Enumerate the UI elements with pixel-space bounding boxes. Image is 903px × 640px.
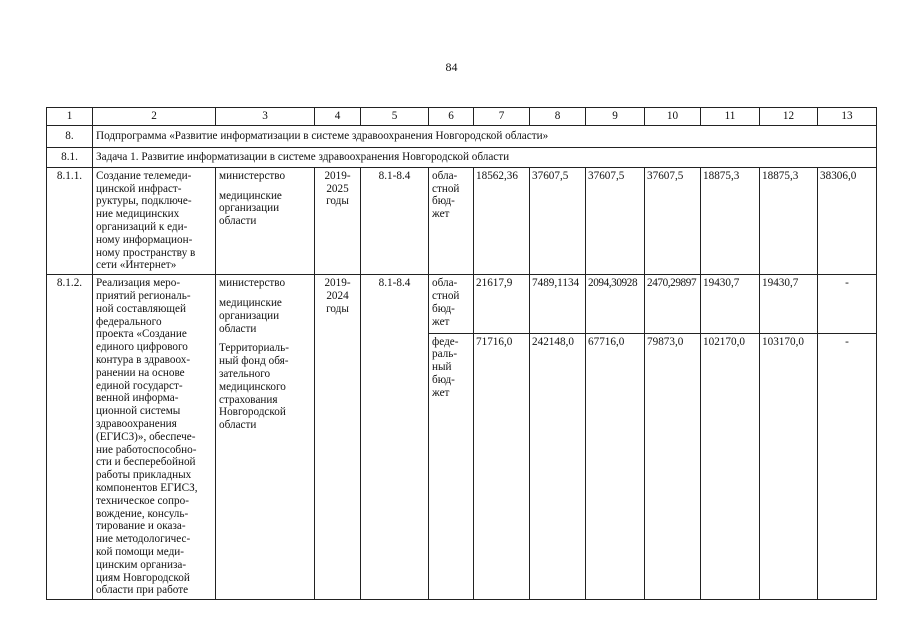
text-line: сти и бесперебойной [96,456,196,469]
executor-line: области [219,215,257,228]
funding-source [429,333,474,599]
source-line: стной [432,182,460,195]
executor-line: организации [219,309,280,322]
header-cell: 4 [315,108,361,126]
text-line: кой помощи меди- [96,545,184,558]
executor-line: зательного [219,367,271,380]
text-line: организаций к еди- [96,220,188,233]
years-line: 2025 [326,182,349,195]
source-line: бюд- [432,195,455,208]
executor-line: ный фонд обя- [219,355,289,368]
text-line: техническое сопро- [96,494,189,507]
header-cell: 5 [361,108,429,126]
subprogram-title: Подпрограмма «Развитие информатизации в системе здравоохранения Новгородской области» [93,125,877,147]
header-cell: 13 [818,108,877,126]
row-number: 8.1. [47,147,93,167]
subprogram-row [47,125,877,147]
years-line: годы [326,195,349,208]
source-line: жет [432,208,450,221]
source-line: стной [432,289,460,302]
text-line: компонентов ЕГИСЗ, [96,481,198,494]
value-cell: 21617,9 [474,275,530,334]
text-line: ному пространству в [96,246,196,259]
executor-line: организации [219,202,280,215]
executor-line: области [219,419,257,432]
executor-line: области [219,322,257,335]
row-number: 8. [47,125,93,147]
source-line: бюд- [432,374,455,387]
table-row [47,167,877,274]
text-line: ционной системы [96,405,181,418]
value-cell: 38306,0 [818,167,877,274]
executor-line: медицинские [219,296,282,309]
text-line: области при работе [96,584,189,597]
years-line: 2019- [324,169,351,182]
text-line: венной информа- [96,392,179,405]
text-line: сети «Интернет» [96,259,177,272]
row-number: 8.1.1. [47,167,93,274]
value-cell: 7489,1134 [530,275,586,334]
executor-line: министерство [219,277,286,290]
text-line: приятий региональ- [96,289,191,302]
header-cell: 12 [760,108,818,126]
value-cell: 102170,0 [701,333,760,599]
source-line: жет [432,386,450,399]
text-line: цинским организа- [96,558,187,571]
value-cell: 19430,7 [760,275,818,334]
value-cell: 67716,0 [586,333,645,599]
executor-line: медицинские [219,189,282,202]
text-line: контура в здравоох- [96,353,191,366]
indicators: 8.1-8.4 [361,275,429,600]
source-line: обла- [432,277,458,290]
source-line: обла- [432,169,458,182]
header-cell: 9 [586,108,645,126]
value-cell: - [818,333,877,599]
source-line: жет [432,315,450,328]
activity-description [93,275,216,600]
table-row [47,275,877,334]
years-line: 2024 [326,289,349,302]
text-line: единого цифрового [96,341,188,354]
executor [216,167,315,274]
value-cell: 103170,0 [760,333,818,599]
text-line: тирование и оказа- [96,520,186,533]
text-line: единой государст- [96,379,183,392]
header-cell: 8 [530,108,586,126]
value-cell: 37607,5 [645,167,701,274]
text-line: Создание телемеди- [96,169,192,182]
header-cell: 2 [93,108,216,126]
text-line: циям Новгородской [96,571,190,584]
value-cell: 79873,0 [645,333,701,599]
value-cell: 18875,3 [701,167,760,274]
executor-line: Территориаль- [219,342,289,355]
task-row [47,147,877,167]
value-cell: 37607,5 [530,167,586,274]
text-line: ной составляющей [96,302,186,315]
header-cell: 3 [216,108,315,126]
row-number: 8.1.2. [47,275,93,600]
source-line: ный [432,361,452,374]
text-line: проекта «Создание [96,328,187,341]
value-cell: 2094,30928 [586,275,645,334]
text-line: ние медицинских [96,208,180,221]
source-line: бюд- [432,302,455,315]
text-line: руктуры, подключе- [96,195,192,208]
header-row [47,108,877,126]
funding-source [429,167,474,274]
text-line: Реализация меро- [96,277,181,290]
years-line: 2019- [324,277,351,290]
value-cell: 71716,0 [474,333,530,599]
value-cell: 2470,29897 [645,275,701,334]
executor-line: страхования [219,393,278,406]
activity-description [93,167,216,274]
text-line: ние работоспособно- [96,443,197,456]
text-line: работы прикладных [96,469,192,482]
header-cell: 1 [47,108,93,126]
page-number: 84 [445,60,458,74]
header-cell: 10 [645,108,701,126]
indicators: 8.1-8.4 [361,167,429,274]
text-line: вождение, консуль- [96,507,189,520]
header-cell: 11 [701,108,760,126]
text-line: (ЕГИСЗ)», обеспече- [96,430,196,443]
years [315,275,361,600]
value-cell: 242148,0 [530,333,586,599]
header-cell: 7 [474,108,530,126]
source-line: раль- [432,348,458,361]
value-cell: 18875,3 [760,167,818,274]
text-line: ние методологичес- [96,533,191,546]
executor [216,275,315,600]
task-title: Задача 1. Развитие информатизации в системе здравоохранения Новгородской области [93,147,877,167]
value-cell: 37607,5 [586,167,645,274]
text-line: здравоохранения [96,417,177,430]
source-line: феде- [432,335,459,348]
header-cell: 6 [429,108,474,126]
years [315,167,361,274]
value-cell: 19430,7 [701,275,760,334]
value-cell: - [818,275,877,334]
text-line: цинской инфраст- [96,182,182,195]
budget-table [46,107,877,600]
text-line: ранении на основе [96,366,185,379]
years-line: годы [326,302,349,315]
executor-line: медицинского [219,380,286,393]
text-line: федерального [96,315,162,328]
executor-line: Новгородской [219,406,286,419]
executor-line: министерство [219,169,286,182]
value-cell: 18562,36 [474,167,530,274]
text-line: ному информацион- [96,233,193,246]
funding-source [429,275,474,334]
